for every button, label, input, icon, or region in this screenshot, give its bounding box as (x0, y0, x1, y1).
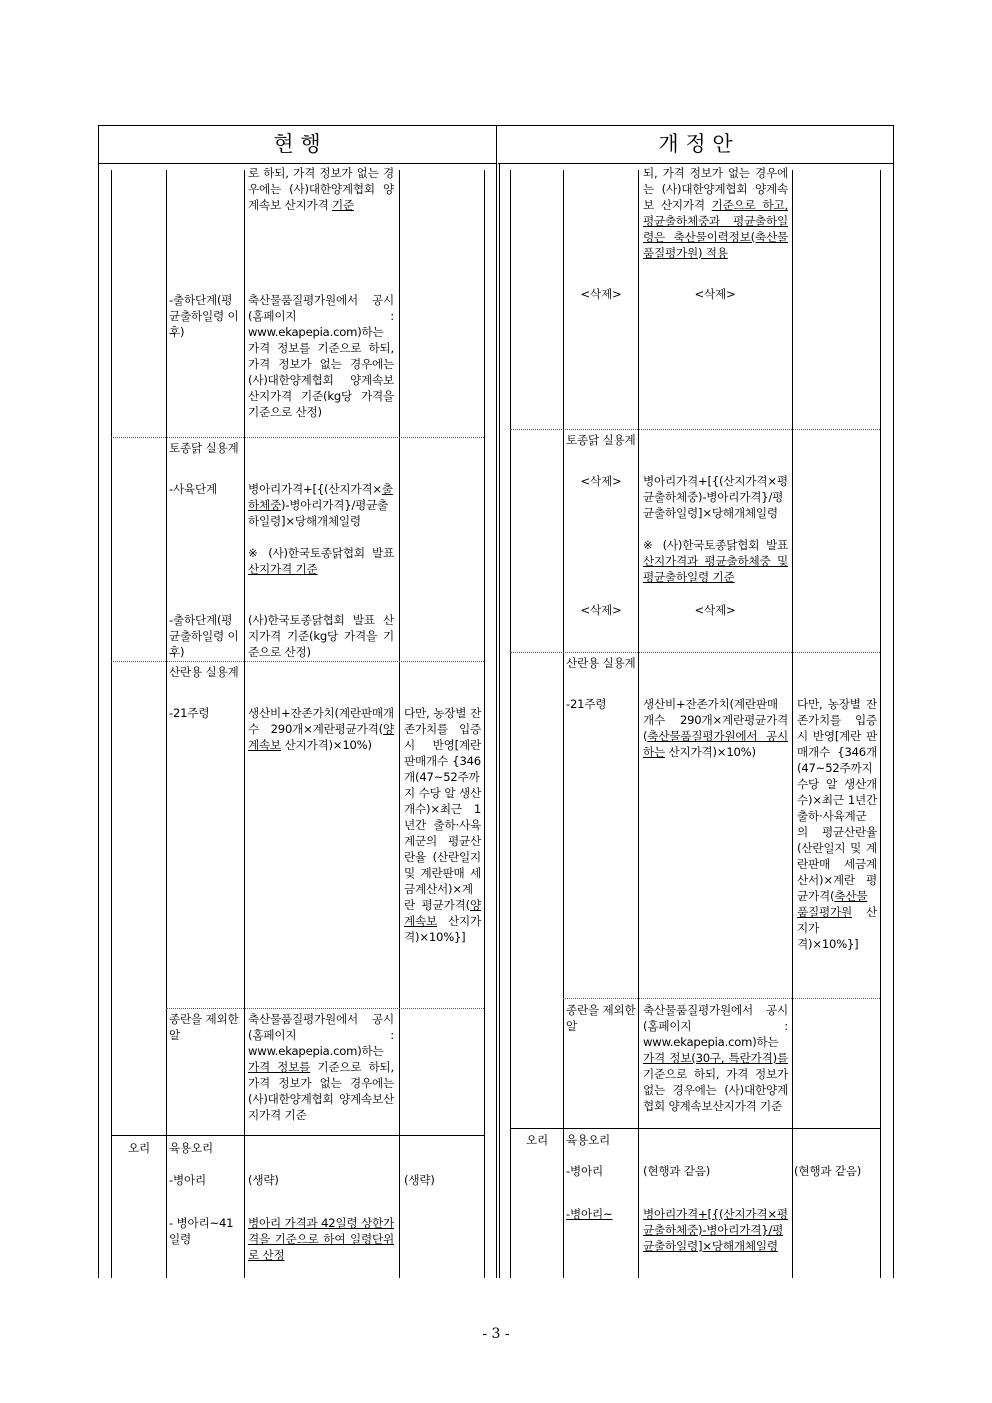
left-r3-price: 병아리가격+[{(산지가격×출하체중)-병아리가격}/평균출하일령]×당해개체일령 (248, 482, 393, 528)
left-r7-stage1: -병아리 (169, 1173, 206, 1187)
right-r5-price: 생산비+잔존가치(계란판매개수 290개×계란평균가격(축산물품질평가원에서 공시하는 산지가격)×10%) (643, 697, 788, 759)
left-r3-category: 토종닭 실용계 (169, 441, 239, 455)
left-r4-price: (사)한국토종닭협회 발표 산지가격 기준(kg당 가격을 기준으로 산정) (248, 613, 394, 659)
left-r7-kind: 오리 (128, 1141, 150, 1155)
left-r7-price1: (생략) (248, 1173, 279, 1187)
right-r4-stage: <삭제> (580, 603, 622, 617)
header-current: 현 행 (98, 125, 496, 164)
right-r4-price: <삭제> (694, 603, 736, 617)
right-r3-category: 토종닭 실용계 (566, 433, 636, 447)
right-r7-stage1: -병아리 (566, 1164, 603, 1178)
right-r3-note: ※ (사)한국토종닭협회 발표 산지가격과 평균출하체중 및 평균출하일령 기준 (643, 538, 788, 584)
header-revised: 개 정 안 (498, 125, 893, 164)
left-r2-stage: -출하단계(평균출하일령 이후) (169, 293, 239, 339)
right-r7-price2: 병아리가격+[{(산지가격×평균출하체중)-병아리가격}/평균출하일령]×당해개체일령 (643, 1207, 788, 1253)
left-r5-remark: 다만, 농장별 잔존가치를 입증 시 반영[계란 판매개수 {346개(47~52주까지 수당 알 생산개수)×최근 1년간 출하·사육계군의 평균산란율 (산란일지 및 계란판매 세금계산서)×계란 평균가격(양계속보 산지가격)×10%}] (404, 706, 481, 944)
left-r7-stage2: - 병아리~41일령 (169, 1216, 234, 1246)
right-r2-price: <삭제> (694, 287, 736, 301)
left-r7-remark1: (생략) (404, 1173, 435, 1187)
right-r7-remark1: (현행과 같음) (794, 1164, 862, 1178)
left-r7-price2: 병아리 가격과 42일령 상한가격을 기준으로 하여 일령단위로 산정 (248, 1216, 394, 1262)
right-r6-category: 종란을 제외한 알 (566, 1003, 636, 1033)
left-r5-category: 산란용 실용계 (169, 665, 239, 679)
left-r5-price: 생산비+잔존가치(계란판매개수 290개×계란평균가격(양계속보 산지가격)×10%) (248, 706, 394, 752)
left-r5-stage: -21주령 (169, 706, 210, 720)
left-r1-price: 로 하되, 가격 정보가 없는 경우에는 (사)대한양계협회 양계속보 산지가격 기준 (248, 166, 394, 212)
right-r5-category: 산란용 실용계 (566, 656, 636, 670)
right-r7-stage2: -병아리~ (566, 1207, 613, 1221)
left-r4-stage: -출하단계(평균출하일령 이후) (169, 613, 239, 659)
right-r3-stage: <삭제> (580, 474, 622, 488)
left-r6-price: 축산물품질평가원에서 공시(홈페이지 : www.ekapepia.com)하는 가격 정보를 기준으로 하되, 가격 정보가 없는 경우에는 (사)대한양계협회 양계속보산지가격 기준 (248, 1012, 394, 1122)
left-r7-category: 육용오리 (169, 1141, 213, 1155)
left-r3-note: ※ (사)한국토종닭협회 발표 산지가격 기준 (248, 546, 394, 576)
page-number: - 3 - (482, 1326, 510, 1342)
right-r5-remark: 다만, 농장별 잔존가치를 입증 시 반영[계란 판매개수 {346개(47~52주까지 수당 알 생산개수)×최근 1년간 출하·사육계군의 평균산란율 (산란일지 및 계란판매 세금계산서)×계란 평균가격(축산물품질평가원 산지가격)×10%}] (797, 697, 877, 951)
right-r7-category: 육용오리 (566, 1133, 610, 1147)
right-r2-stage: <삭제> (580, 287, 622, 301)
right-r5-stage: -21주령 (566, 697, 607, 711)
right-r3-price: 병아리가격+[{(산지가격×평균출하체중)-병아리가격}/평균출하일령]×당해개체일령 (643, 474, 788, 520)
left-r2-price: 축산물품질평가원에서 공시(홈페이지 : www.ekapepia.com)하는 가격 정보를 기준으로 하되, 가격 정보가 없는 경우에는 (사)대한양계협회 양계속보 산지가격 기준(kg당 가격을 기준으로 산정) (248, 293, 394, 419)
left-r3-stage: -사육단계 (169, 482, 217, 496)
right-r1-price: 되, 가격 정보가 없는 경우에는 (사)대한양계협회 양계속보 산지가격 기준으로 하고, 평균출하체중과 평균출하일령은 축산물이력정보(축산물품질평가원) 적용 (643, 166, 788, 260)
right-r6-price: 축산물품질평가원에서 공시(홈페이지 : www.ekapepia.com)하는 가격 정보(30구, 특란가격)를 기준으로 하되, 가격 정보가 없는 경우에는 (사)대한양계협회 양계속보산지가격 기준 (643, 1003, 788, 1113)
right-r7-price1: (현행과 같음) (643, 1164, 711, 1178)
left-r6-category: 종란을 제외한 알 (169, 1012, 239, 1042)
right-r7-kind: 오리 (526, 1133, 548, 1147)
